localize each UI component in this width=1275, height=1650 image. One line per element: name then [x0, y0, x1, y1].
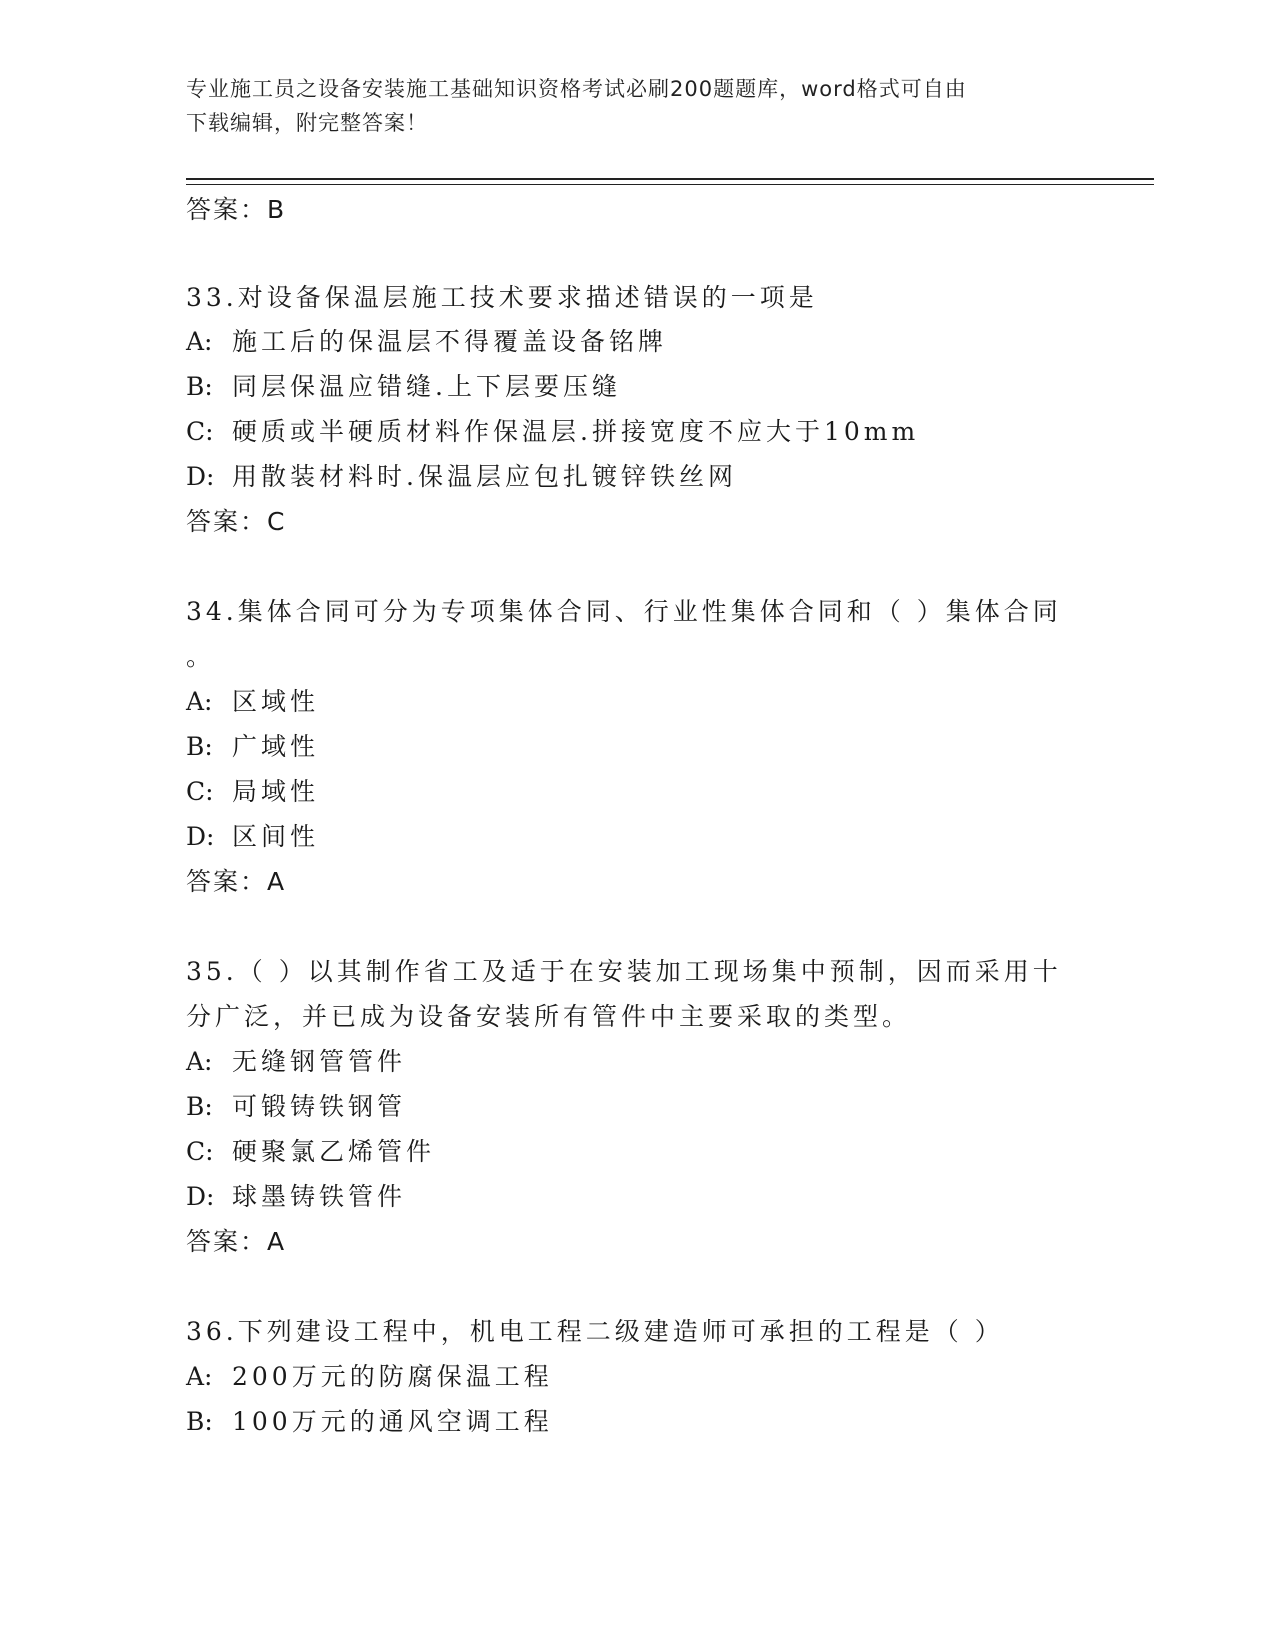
- option-text: 无缝钢管管件: [232, 1047, 407, 1076]
- question-33-option-c: [186, 416, 919, 448]
- option-text: 用散装材料时.保温层应包扎镀锌铁丝网: [232, 462, 737, 491]
- option-key: C:: [186, 1137, 214, 1166]
- question-34-answer: 答案：A: [186, 867, 287, 896]
- option-key: A:: [186, 1047, 213, 1076]
- question-36-stem: 36.下列建设工程中，机电工程二级建造师可承担的工程是（ ）: [186, 1317, 1004, 1346]
- option-text: 硬聚氯乙烯管件: [232, 1137, 436, 1166]
- option-key: B:: [186, 1407, 213, 1436]
- option-key: C:: [186, 777, 214, 806]
- question-35-option-a: [186, 1046, 406, 1078]
- header-rule-thin: [186, 184, 1154, 185]
- question-34-option-d: [186, 821, 319, 853]
- question-34-stem-line-1: 34.集体合同可分为专项集体合同、行业性集体合同和（ ）集体合同: [186, 597, 1062, 626]
- option-text: 区间性: [232, 822, 320, 851]
- option-text: 广域性: [232, 732, 320, 761]
- option-key: D:: [186, 822, 215, 851]
- answer-previous: 答案：B: [186, 195, 287, 224]
- question-34-option-c: [186, 776, 319, 808]
- option-text: 施工后的保温层不得覆盖设备铭牌: [232, 327, 668, 356]
- question-35-option-b: [186, 1091, 406, 1123]
- question-33-option-a: [186, 326, 667, 358]
- option-text: 局域性: [232, 777, 320, 806]
- question-34-stem-line-2: 。: [186, 642, 216, 671]
- option-text: 可锻铸铁钢管: [232, 1092, 407, 1121]
- option-text: 同层保温应错缝.上下层要压缝: [232, 372, 621, 401]
- option-text: 100万元的通风空调工程: [232, 1407, 553, 1436]
- option-key: D:: [186, 462, 215, 491]
- question-35-option-d: [186, 1181, 406, 1213]
- option-text: 区域性: [232, 687, 320, 716]
- question-35-answer: 答案：A: [186, 1227, 287, 1256]
- question-33-option-b: [186, 371, 621, 403]
- question-35-stem-line-2: 分广泛，并已成为设备安装所有管件中主要采取的类型。: [186, 1002, 912, 1031]
- option-key: B:: [186, 732, 213, 761]
- question-33-stem: 33.对设备保温层施工技术要求描述错误的一项是: [186, 283, 818, 312]
- question-35-option-c: [186, 1136, 435, 1168]
- question-34-option-a: [186, 686, 319, 718]
- option-text: 200万元的防腐保温工程: [232, 1362, 553, 1391]
- question-36-option-b: [186, 1406, 553, 1438]
- option-key: D:: [186, 1182, 215, 1211]
- question-33-option-d: [186, 461, 737, 493]
- option-text: 球墨铸铁管件: [232, 1182, 407, 1211]
- option-text: 硬质或半硬质材料作保温层.拼接宽度不应大于10mm: [232, 417, 920, 446]
- header-line-2: 下载编辑，附完整答案！: [186, 111, 428, 135]
- option-key: A:: [186, 1362, 213, 1391]
- header-line-1: 专业施工员之设备安装施工基础知识资格考试必刷200题题库，word格式可自由: [186, 77, 967, 101]
- question-34-option-b: [186, 731, 319, 763]
- question-33-answer: 答案：C: [186, 507, 287, 536]
- option-key: B:: [186, 372, 213, 401]
- option-key: A:: [186, 687, 213, 716]
- option-key: A:: [186, 327, 213, 356]
- option-key: B:: [186, 1092, 213, 1121]
- option-key: C:: [186, 417, 214, 446]
- header-rule-thick: [186, 178, 1154, 180]
- question-36-option-a: [186, 1361, 553, 1393]
- question-35-stem-line-1: 35.（ ）以其制作省工及适于在安装加工现场集中预制，因而采用十: [186, 957, 1062, 986]
- document-header: [186, 72, 1076, 140]
